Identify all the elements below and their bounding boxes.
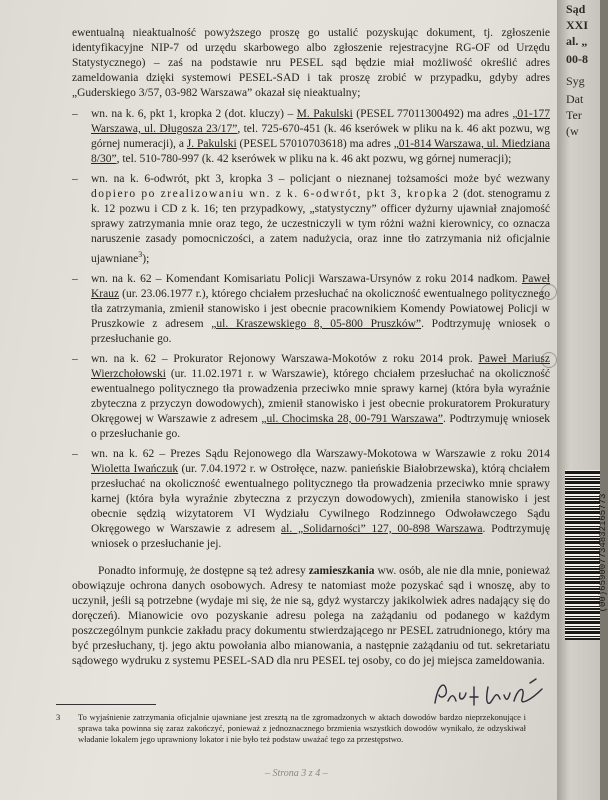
- footnote-separator: [56, 704, 156, 705]
- page-number: – Strona 3 z 4 –: [265, 768, 328, 779]
- person-name: J. Pakulski: [186, 138, 237, 150]
- footnote-number: 3: [56, 712, 61, 722]
- person-name: M. Pakulski: [296, 108, 353, 120]
- signature: [430, 677, 550, 711]
- address: „ul. Kraszewskiego 8, 05-800 Pruszków”: [211, 317, 422, 330]
- closing-paragraph: Ponadto informuję, że dostępne są też adresy zamieszkania ww. osób, ale nie dla mnie, ponieważ obowiązuje ochrona danych osobowych. Adresy te natomiast może pozyskać sąd i wnoszę, aby to uczynił, jeśli są potrzebne (wydaje mi się, że nie są, gdyż wystarczy jakikolwiek adres nadający się do doręczeń). Mianowicie ovo pozyskanie adresu polega na zażądaniu od podanego w każdym poszczególnym punkcie zakładu pracy dokumentu stwierdzającego nr PESEL zatrudnionego, który ma być przesłuchany, tj. jego aktu powołania albo mianowania, a następnie zażądaniu od tut. sekretariatu sądowego wydruku z systemu PESEL-SAD dla nru PESEL tej osoby, co do jej miejsca zameldowania.: [72, 564, 550, 667]
- list-item: – wn. na k. 6-odwrót, pkt 3, kropka 3 – policjant o nieznanej tożsamości może być wezwany dopiero po zrealizowaniu wn. z k. 6-odwrót, pkt 3, kropka 2 (dot. stenogramu z k. 12 pozwu i CD z k. 16; ten przypadkowy, „statystyczny” officer dyżurny ujawniał znajomość sprawy zatrzymania mnie oraz tego, że uczestniczyli w tym różni ważni kierownicy, co oznacza naruszenie zasady pomocniczości, a zatem nadużycia, oraz inne tło zatrzymania niż oficjalnie ujawniane$^3$);: [72, 173, 550, 265]
- document-body: [72, 26, 550, 669]
- list-item: – wn. na k. 62 – Prezes Sądu Rejonowego dla Warszawy-Mokotowa w Warszawie z roku 2014 Wioletta Iwańczuk (ur. 7.04.1972 r. w Ostrołęce, nazw. panieńskie Białobrzewska), którą chciałem przesłuchać na okoliczność ewentualnego politycznego tła prowadzenia przeciwko mnie sprawy karnej (która była wyraźnie zbyteczna z przyczyn dowodowych), zmieniła stanowisko i jest obecnie sędzią wizytatorem VI Wydziału Cywilnego Rodzinnego Odwoławczego Sądu Okręgowego w Warszawie z adresem al. „Solidarności” 127, 00-898 Warszawa. Podtrzymuję wniosek o przesłuchanie jej.: [72, 447, 550, 550]
- adjacent-page-text: Dat: [566, 92, 584, 106]
- adjacent-page-text: (w: [566, 124, 579, 138]
- address: „ul. Chocimska 28, 00-791 Warszawa”: [261, 412, 443, 425]
- list-bullet: –: [72, 108, 78, 120]
- address: al. „Solidarności” 127, 00-898 Warszawa: [281, 522, 483, 535]
- list-item: – wn. na k. 62 – Prokurator Rejonowy Warszawa-Mokotów z roku 2014 prok. Paweł Mariusz Wierzchołowski (ur. 11.02.1971 r. w Warszawie), którego chciałem przesłuchać na okoliczność ewentualnego politycznego tła prowadzenia przeciwko mnie sprawy karnej (która była wyraźnie zbyteczna z przyczyn dowodowych), zmienił stanowisko i jest obecnie prokuratorem Prokuratury Okręgowej w Warszawie z adresem „ul. Chocimska 28, 00-791 Warszawa”. Podtrzymuję wniosek o przesłuchanie go.: [72, 352, 550, 440]
- list-item: – wn. na k. 62 – Komendant Komisariatu Policji Warszawa-Ursynów z roku 2014 nadkom. Paweł Krauz (ur. 23.06.1977 r.), którego chciałem przesłuchać na okoliczność ewentualnego politycznego tła zatrzymania, zmienił stanowisko i jest obecnie pracownikiem Komendy Powiatowej Policji w Pruszkowie z adresem „ul. Kraszewskiego 8, 05-800 Pruszków”. Podtrzymuję wniosek o przesłuchanie go.: [72, 272, 550, 345]
- bold-term: zamieszkania: [308, 564, 375, 577]
- list-item: – wn. na k. 6, pkt 1, kropka 2 (dot. kluczy) – M. Pakulski (PESEL 77011300492) ma adres „01-177 Warszawa, ul. Długosza 23/17”, tel. 725-670-451 (k. 46 kserówek w pliku na k. 46 akt pozwu, wg górnej numeracji), a J. Pakulski (PESEL 57010703618) ma adres „01-814 Warszawa, ul. Miedziana 8/30”, tel. 510-780-997 (k. 42 kserówek w pliku na k. 46 akt pozwu, wg górnej numeracji);: [72, 108, 551, 165]
- person-name: Paweł Mariusz Wierzchołowski: [91, 352, 550, 380]
- adjacent-page-text: XXI: [566, 18, 589, 32]
- list-bullet: –: [72, 173, 78, 185]
- barcode: [565, 470, 600, 640]
- list-bullet: –: [72, 272, 78, 285]
- barcode-number: (00)659007734832165773: [598, 493, 608, 613]
- address: „01-177 Warszawa, ul. Długosza 23/17”: [91, 108, 551, 135]
- spaced-text: dopiero po zrealizowaniu wn. z k. 6-odwrót, pkt 3, kropka 2: [91, 188, 461, 200]
- person-name: Paweł Krauz: [91, 272, 550, 300]
- adjacent-page: [557, 0, 600, 800]
- adjacent-page-text: Sąd: [566, 2, 586, 16]
- footnote-ref: 3: [138, 250, 143, 259]
- footnote: [56, 712, 526, 745]
- adjacent-page-text: al. „: [566, 34, 588, 48]
- adjacent-page-text: 00-8: [566, 52, 588, 66]
- list-bullet: –: [72, 352, 78, 365]
- intro-paragraph: ewentualną nieaktualność powyższego proszę go ustalić pozyskując dokument, tj. zgłoszenie identyfikacyjne NIP-7 od urzędu skarbowego albo zgłoszenie rejestracyjne RG-OF od Urzędu Statystycznego) – zaś na podstawie nru PESEL sąd będzie miał możliwość określić adres zameldowania dzięki systemowi PESEL-SAD i tak proszę zrobić w przypadku, gdyby adres „Guderskiego 3/57, 03-982 Warszawa” okazał się nieaktualny;: [72, 27, 550, 99]
- person-name: Wioletta Iwańczuk: [91, 462, 179, 475]
- adjacent-page-text: Syg: [566, 74, 585, 88]
- adjacent-page-text: Ter: [566, 108, 582, 122]
- footnote-text: To wyjaśnienie zatrzymania oficjalnie ujawniane jest zresztą na tle zgromadzonych w aktach dowodów bardzo nieprzekonujące i sprawa taka powinna się zaraz zakończyć, ponieważ z jednoznacznego brzmienia wszystkich dowodów wynikało, że odzyskiwał władanie lokalem jego uprawniony lokator i nie było też podstaw uważać tego za przestępstwo.: [78, 712, 526, 744]
- list-bullet: –: [72, 447, 78, 460]
- address: „01-814 Warszawa, ul. Miedziana 8/30”: [91, 138, 550, 165]
